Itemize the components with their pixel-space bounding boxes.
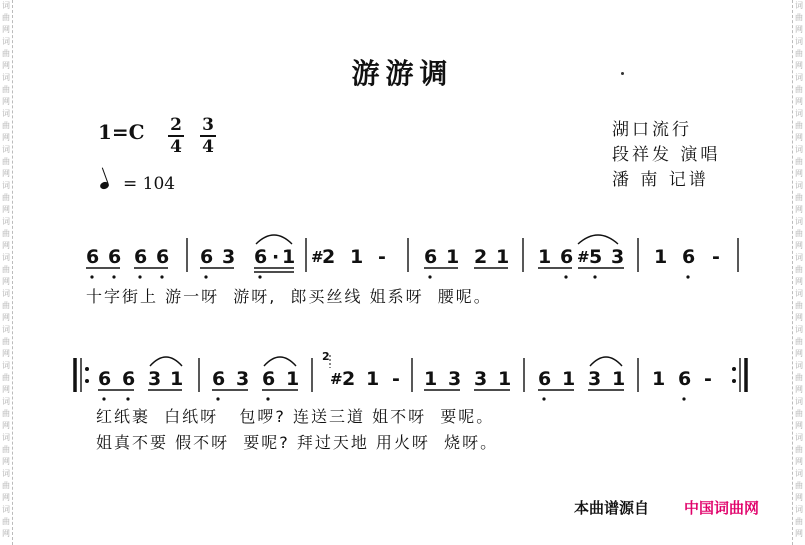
watermark-char: 词 — [2, 469, 10, 478]
dash: - — [704, 368, 712, 390]
sharp-sign: # — [577, 248, 590, 266]
watermark-char: 网 — [795, 97, 803, 106]
watermark-char: 曲 — [795, 13, 803, 22]
watermark-char: 词 — [795, 181, 803, 190]
note: 1 — [538, 246, 552, 268]
watermark-char: 曲 — [2, 265, 10, 274]
watermark-char: 曲 — [2, 13, 10, 22]
note: 6 — [156, 246, 170, 268]
lyrics-line2-verse2: 姐真不要 假不呀 要呢? 拜过天地 用火呀 烧呀。 — [96, 433, 499, 452]
note: 6 — [98, 368, 112, 390]
dash: - — [392, 368, 400, 390]
watermark-char: 曲 — [2, 157, 10, 166]
note: 6 — [200, 246, 214, 268]
note: 1 — [286, 368, 300, 390]
dash: - — [712, 246, 720, 268]
watermark-char: 词 — [795, 253, 803, 262]
lyrics-line1: 十字街上 游一呀 游呀, 郎买丝线 姐系呀 腰呢。 — [86, 287, 492, 306]
watermark-char: 网 — [795, 61, 803, 70]
note: 3 — [448, 368, 462, 390]
watermark-char: 词 — [795, 289, 803, 298]
watermark-char: 词 — [795, 325, 803, 334]
watermark-char: 网 — [795, 133, 803, 142]
watermark-char: 词 — [795, 37, 803, 46]
watermark-char: 曲 — [2, 229, 10, 238]
watermark-char: 曲 — [795, 337, 803, 346]
source-label: 本曲谱源自 — [574, 499, 650, 517]
watermark-char: 网 — [795, 421, 803, 430]
watermark-char: 网 — [2, 385, 10, 394]
watermark-char: 曲 — [2, 337, 10, 346]
line1-underlines — [86, 268, 624, 272]
note: 1 — [654, 246, 668, 268]
sharp-sign: # — [311, 248, 324, 266]
watermark-char: 词 — [2, 217, 10, 226]
tempo-marking: = 104 — [100, 174, 175, 194]
line1-low-dots — [90, 275, 689, 278]
watermark-char: 曲 — [795, 121, 803, 130]
volta-number: 2 — [322, 350, 330, 363]
credit-origin: 湖口流行 — [612, 120, 692, 140]
note: 6 — [108, 246, 122, 268]
time-signature-2-4: 2 4 — [168, 116, 184, 156]
credit-singer: 段祥发 演唱 — [612, 145, 721, 165]
note: 6 — [560, 246, 574, 268]
watermark-char: 词 — [2, 145, 10, 154]
watermark-char: 网 — [2, 97, 10, 106]
watermark-char: 词 — [2, 325, 10, 334]
watermark-char: 曲 — [795, 445, 803, 454]
watermark-char: 网 — [2, 421, 10, 430]
line1-notes — [86, 246, 720, 268]
line2-slurs — [150, 357, 622, 366]
watermark-char: 网 — [795, 313, 803, 322]
watermark-char: 曲 — [2, 481, 10, 490]
watermark-char: 曲 — [795, 229, 803, 238]
watermark-char: 词 — [795, 145, 803, 154]
watermark-char: 网 — [2, 133, 10, 142]
watermark-char: 网 — [795, 493, 803, 502]
watermark-char: 网 — [795, 277, 803, 286]
watermark-char: 曲 — [795, 517, 803, 526]
watermark-char: 词 — [2, 505, 10, 514]
watermark-char: 网 — [2, 205, 10, 214]
line2-notes — [98, 368, 712, 390]
note: 3 — [474, 368, 488, 390]
note: 3 — [588, 368, 602, 390]
line2-repeat-start — [75, 358, 89, 392]
line2-repeat-end — [732, 358, 746, 392]
watermark-char: 网 — [795, 457, 803, 466]
watermark-char: 词 — [2, 181, 10, 190]
note: 2 — [474, 246, 488, 268]
watermark-char: 曲 — [795, 481, 803, 490]
watermark-char: 词 — [795, 433, 803, 442]
watermark-char: 曲 — [795, 157, 803, 166]
watermark-char: 网 — [2, 529, 10, 538]
line1-slurs — [256, 235, 618, 244]
note: 1 — [366, 368, 380, 390]
watermark-char: 曲 — [2, 121, 10, 130]
watermark-char: 曲 — [795, 85, 803, 94]
watermark-char: 曲 — [2, 445, 10, 454]
watermark-char: 曲 — [795, 409, 803, 418]
watermark-char: 曲 — [795, 373, 803, 382]
lyrics-line2-verse1: 红纸裹 白纸呀 包啰? 连送三道 姐不呀 要呢。 — [96, 407, 495, 426]
watermark-char: 网 — [795, 169, 803, 178]
watermark-char: 词 — [795, 73, 803, 82]
watermark-char: 词 — [2, 253, 10, 262]
watermark-char: 网 — [2, 25, 10, 34]
watermark-char: 网 — [2, 241, 10, 250]
watermark-char: 曲 — [795, 49, 803, 58]
watermark-char: 词 — [2, 1, 10, 10]
watermark-char: 词 — [2, 289, 10, 298]
watermark-char: 网 — [795, 205, 803, 214]
note: 6 — [86, 246, 100, 268]
note: 5 — [589, 246, 603, 268]
watermark-char: 词 — [795, 109, 803, 118]
note: 3 — [148, 368, 162, 390]
watermark-char: 网 — [2, 61, 10, 70]
site-link[interactable]: 中国词曲网 — [684, 499, 760, 517]
credit-transcriber: 潘 南 记谱 — [612, 170, 709, 190]
watermark-char: 网 — [2, 277, 10, 286]
watermark-char: 曲 — [2, 49, 10, 58]
watermark-char: 词 — [2, 73, 10, 82]
note: 1 — [170, 368, 184, 390]
note: 6 — [212, 368, 226, 390]
watermark-char: 词 — [2, 109, 10, 118]
watermark-char: 曲 — [795, 265, 803, 274]
watermark-char: 网 — [2, 493, 10, 502]
watermark-char: 词 — [2, 37, 10, 46]
watermark-char: 词 — [795, 505, 803, 514]
watermark-char: 曲 — [2, 85, 10, 94]
watermark-char: 词 — [795, 397, 803, 406]
watermark-char: 网 — [795, 241, 803, 250]
watermark-char: 词 — [2, 433, 10, 442]
watermark-char: 词 — [2, 361, 10, 370]
watermark-char: 曲 — [2, 409, 10, 418]
note: 6 — [682, 246, 696, 268]
song-title: 游游调 — [351, 57, 454, 90]
note: 3 — [222, 246, 236, 268]
watermark-char: 网 — [795, 385, 803, 394]
watermark-char: 曲 — [2, 193, 10, 202]
note: 6 — [262, 368, 276, 390]
note: 6 — [254, 246, 268, 268]
sharp-sign: # — [330, 370, 343, 388]
note: 1 — [282, 246, 296, 268]
note: 6 — [538, 368, 552, 390]
note: 1 — [562, 368, 576, 390]
watermark-char: 网 — [795, 25, 803, 34]
watermark-char: 网 — [2, 169, 10, 178]
note: 1 — [424, 368, 438, 390]
watermark-char: 曲 — [795, 193, 803, 202]
watermark-char: 网 — [795, 529, 803, 538]
note: 6 — [134, 246, 148, 268]
note: 1 — [496, 246, 510, 268]
watermark-char: 网 — [795, 349, 803, 358]
line2-low-dots — [102, 397, 685, 400]
dash: - — [378, 246, 386, 268]
watermark-char: 网 — [2, 349, 10, 358]
note: 1 — [652, 368, 666, 390]
note: 2 — [322, 246, 336, 268]
note: 1 — [612, 368, 626, 390]
key-signature: 1=C — [98, 120, 145, 144]
note: 1 — [446, 246, 460, 268]
dot-mark: · — [272, 246, 280, 268]
watermark-char: 词 — [795, 1, 803, 10]
watermark-char: 曲 — [2, 373, 10, 382]
note: 2 — [342, 368, 356, 390]
watermark-char: 词 — [795, 469, 803, 478]
note: 1 — [498, 368, 512, 390]
watermark-char: 网 — [2, 313, 10, 322]
watermark-char: 词 — [795, 217, 803, 226]
note: 6 — [678, 368, 692, 390]
note: 3 — [236, 368, 250, 390]
watermark-char: 曲 — [795, 301, 803, 310]
watermark-char: 网 — [2, 457, 10, 466]
watermark-char: 词 — [2, 397, 10, 406]
watermark-char: 词 — [795, 361, 803, 370]
watermark-char: 曲 — [2, 517, 10, 526]
note: 1 — [350, 246, 364, 268]
note: 6 — [122, 368, 136, 390]
note: 3 — [611, 246, 625, 268]
watermark-char: 曲 — [2, 301, 10, 310]
note: 6 — [424, 246, 438, 268]
time-signature-3-4: 3 4 — [200, 116, 216, 156]
